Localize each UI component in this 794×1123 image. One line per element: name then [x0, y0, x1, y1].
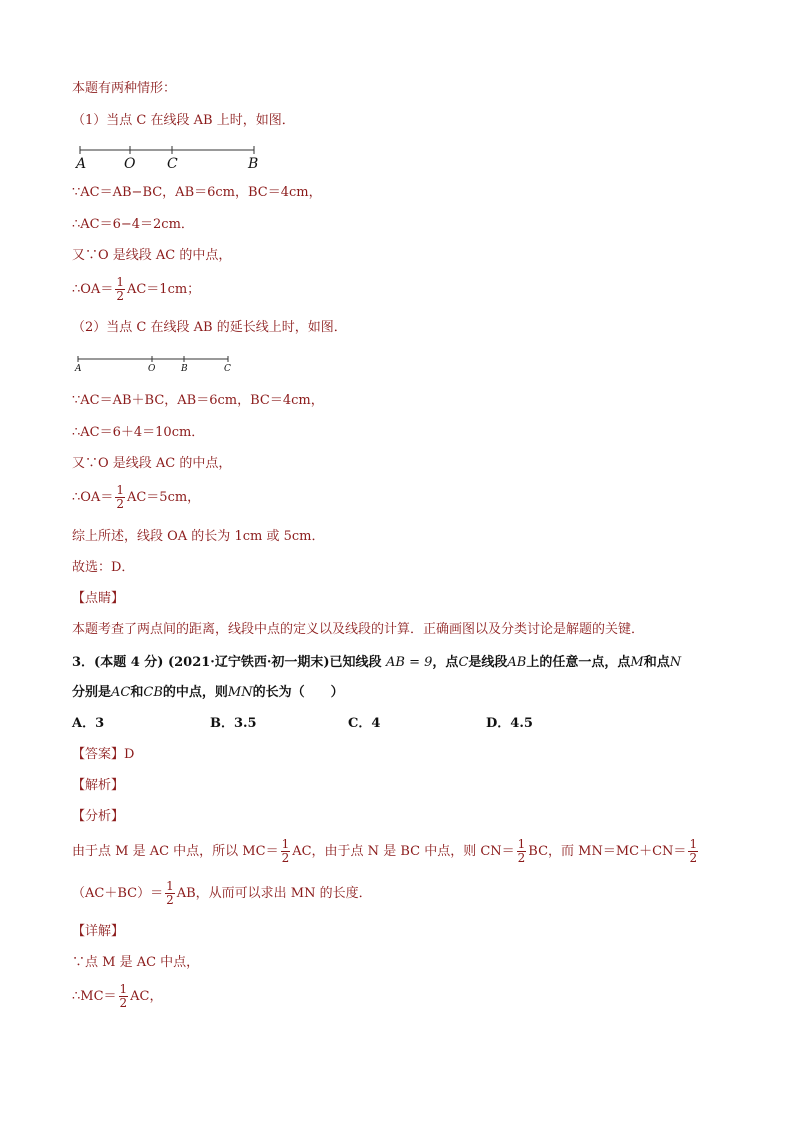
question-line-2: [72, 684, 344, 702]
text-fragment: 是线段: [468, 655, 508, 670]
text-line: （1）当点 C 在线段 AB 上时，如图．: [72, 113, 295, 128]
point-label: C: [167, 156, 178, 172]
text-line: 又∵O 是线段 AC 的中点，: [72, 248, 232, 263]
text-fragment: 的中点，则: [162, 685, 228, 700]
text-fragment: 和点: [643, 655, 670, 670]
fraction-numerator: 1: [119, 982, 128, 996]
fraction-numerator: 1: [116, 483, 124, 497]
fraction-numerator: 1: [689, 837, 698, 851]
text-line: 又∵O 是线段 AC 的中点，: [72, 456, 232, 471]
fraction: [517, 838, 527, 865]
text-fragment: ，点: [432, 655, 459, 670]
answer-label: 【答案】: [72, 747, 125, 762]
text-fragment: AC＝5cm，: [126, 490, 201, 505]
text-line: 综上所述，线段 OA 的长为 1cm 或 5cm．: [72, 529, 325, 544]
fraction: [281, 838, 291, 865]
segment-figure-1: [72, 138, 272, 172]
fraction: [115, 484, 125, 511]
text-line: ∴AC＝6−4＝2cm．: [72, 217, 194, 232]
math-var: CB: [143, 685, 163, 700]
answer-value: D: [124, 747, 135, 762]
section-heading: 【分析】: [72, 809, 125, 824]
question-meta: (本题 4 分) (2021·辽宁铁西·初一期末): [94, 655, 330, 670]
point-label: C: [224, 364, 231, 374]
option-c: C．4: [348, 716, 381, 731]
option-b: B．3.5: [210, 716, 257, 731]
text-line: ∵AC＝AB−BC，AB＝6cm，BC＝4cm，: [72, 185, 322, 200]
text-line: [72, 484, 200, 511]
text-fragment: AC，由于点 N 是 BC 中点，则 CN＝: [292, 844, 515, 859]
option-d: D．4.5: [486, 716, 533, 731]
text-line: 故选：D．: [72, 560, 135, 575]
option-a: A．3: [72, 716, 105, 731]
fraction: [688, 838, 698, 865]
text-line: [72, 276, 200, 303]
fraction-denominator: 2: [166, 893, 174, 907]
point-label: O: [124, 156, 136, 172]
point-label: A: [76, 156, 87, 172]
point-label: O: [148, 364, 156, 374]
fraction-denominator: 2: [119, 996, 128, 1010]
fraction-numerator: 1: [166, 879, 174, 893]
fraction-numerator: 1: [116, 275, 124, 289]
math-expr: AB = 9: [386, 655, 433, 670]
text-fragment: AC，: [130, 989, 163, 1004]
text-line: 本题有两种情形：: [72, 81, 177, 96]
question-line-1: [72, 654, 681, 672]
fraction-denominator: 2: [517, 851, 526, 865]
text-line: （2）当点 C 在线段 AB 的延长线上时，如图．: [72, 320, 347, 335]
text-fragment: （AC＋BC）＝: [72, 886, 164, 901]
text-line: [72, 983, 163, 1010]
text-fragment: 上的任意一点，点: [526, 655, 631, 670]
text-fragment: 由于点 M 是 AC 中点，所以 MC＝: [72, 844, 279, 859]
math-var: C: [458, 655, 469, 670]
math-var: AC: [111, 685, 131, 700]
fraction-numerator: 1: [517, 837, 526, 851]
fraction: [115, 276, 125, 303]
text-fragment: ∴MC＝: [72, 989, 117, 1004]
text-line: ∵AC＝AB＋BC，AB＝6cm，BC＝4cm，: [72, 393, 324, 408]
text-fragment: ∴OA＝: [72, 490, 114, 505]
math-var: M: [630, 655, 644, 670]
point-label: A: [75, 364, 82, 374]
point-label: B: [181, 364, 188, 374]
text-fragment: 的长为（ ）: [252, 685, 344, 700]
text-line: 本题考查了两点间的距离，线段中点的定义以及线段的计算．正确画图以及分类讨论是解题的关键．: [72, 622, 645, 637]
text-fragment: BC，而 MN＝MC＋CN＝: [528, 844, 687, 859]
section-heading: 【解析】: [72, 778, 125, 793]
segment-figure-2: [72, 350, 242, 374]
math-var: AB: [507, 655, 527, 670]
analysis-line-2: [72, 880, 372, 907]
text-fragment: AC＝1cm；: [126, 282, 201, 297]
analysis-line-1: [72, 838, 700, 865]
text-line: ∵点 M 是 AC 中点，: [72, 955, 200, 970]
fraction-denominator: 2: [116, 289, 124, 303]
fraction: [119, 983, 129, 1010]
text-fragment: 和: [130, 685, 144, 700]
section-heading: 【点睛】: [72, 591, 125, 606]
fraction-denominator: 2: [116, 497, 124, 511]
point-label: B: [248, 156, 259, 172]
text-line: ∴AC＝6＋4＝10cm．: [72, 425, 205, 440]
fraction-numerator: 1: [281, 837, 290, 851]
text-fragment: 分别是: [72, 685, 112, 700]
question-number: 3．: [72, 655, 95, 670]
text-fragment: AB，从而可以求出 MN 的长度．: [176, 886, 372, 901]
answer-line: [72, 746, 134, 764]
fraction-denominator: 2: [689, 851, 698, 865]
fraction: [165, 880, 175, 907]
section-heading: 【详解】: [72, 924, 125, 939]
math-var: N: [669, 655, 682, 670]
math-var: MN: [227, 685, 253, 700]
text-fragment: 已知线段: [329, 655, 387, 670]
fraction-denominator: 2: [281, 851, 290, 865]
text-fragment: ∴OA＝: [72, 282, 114, 297]
